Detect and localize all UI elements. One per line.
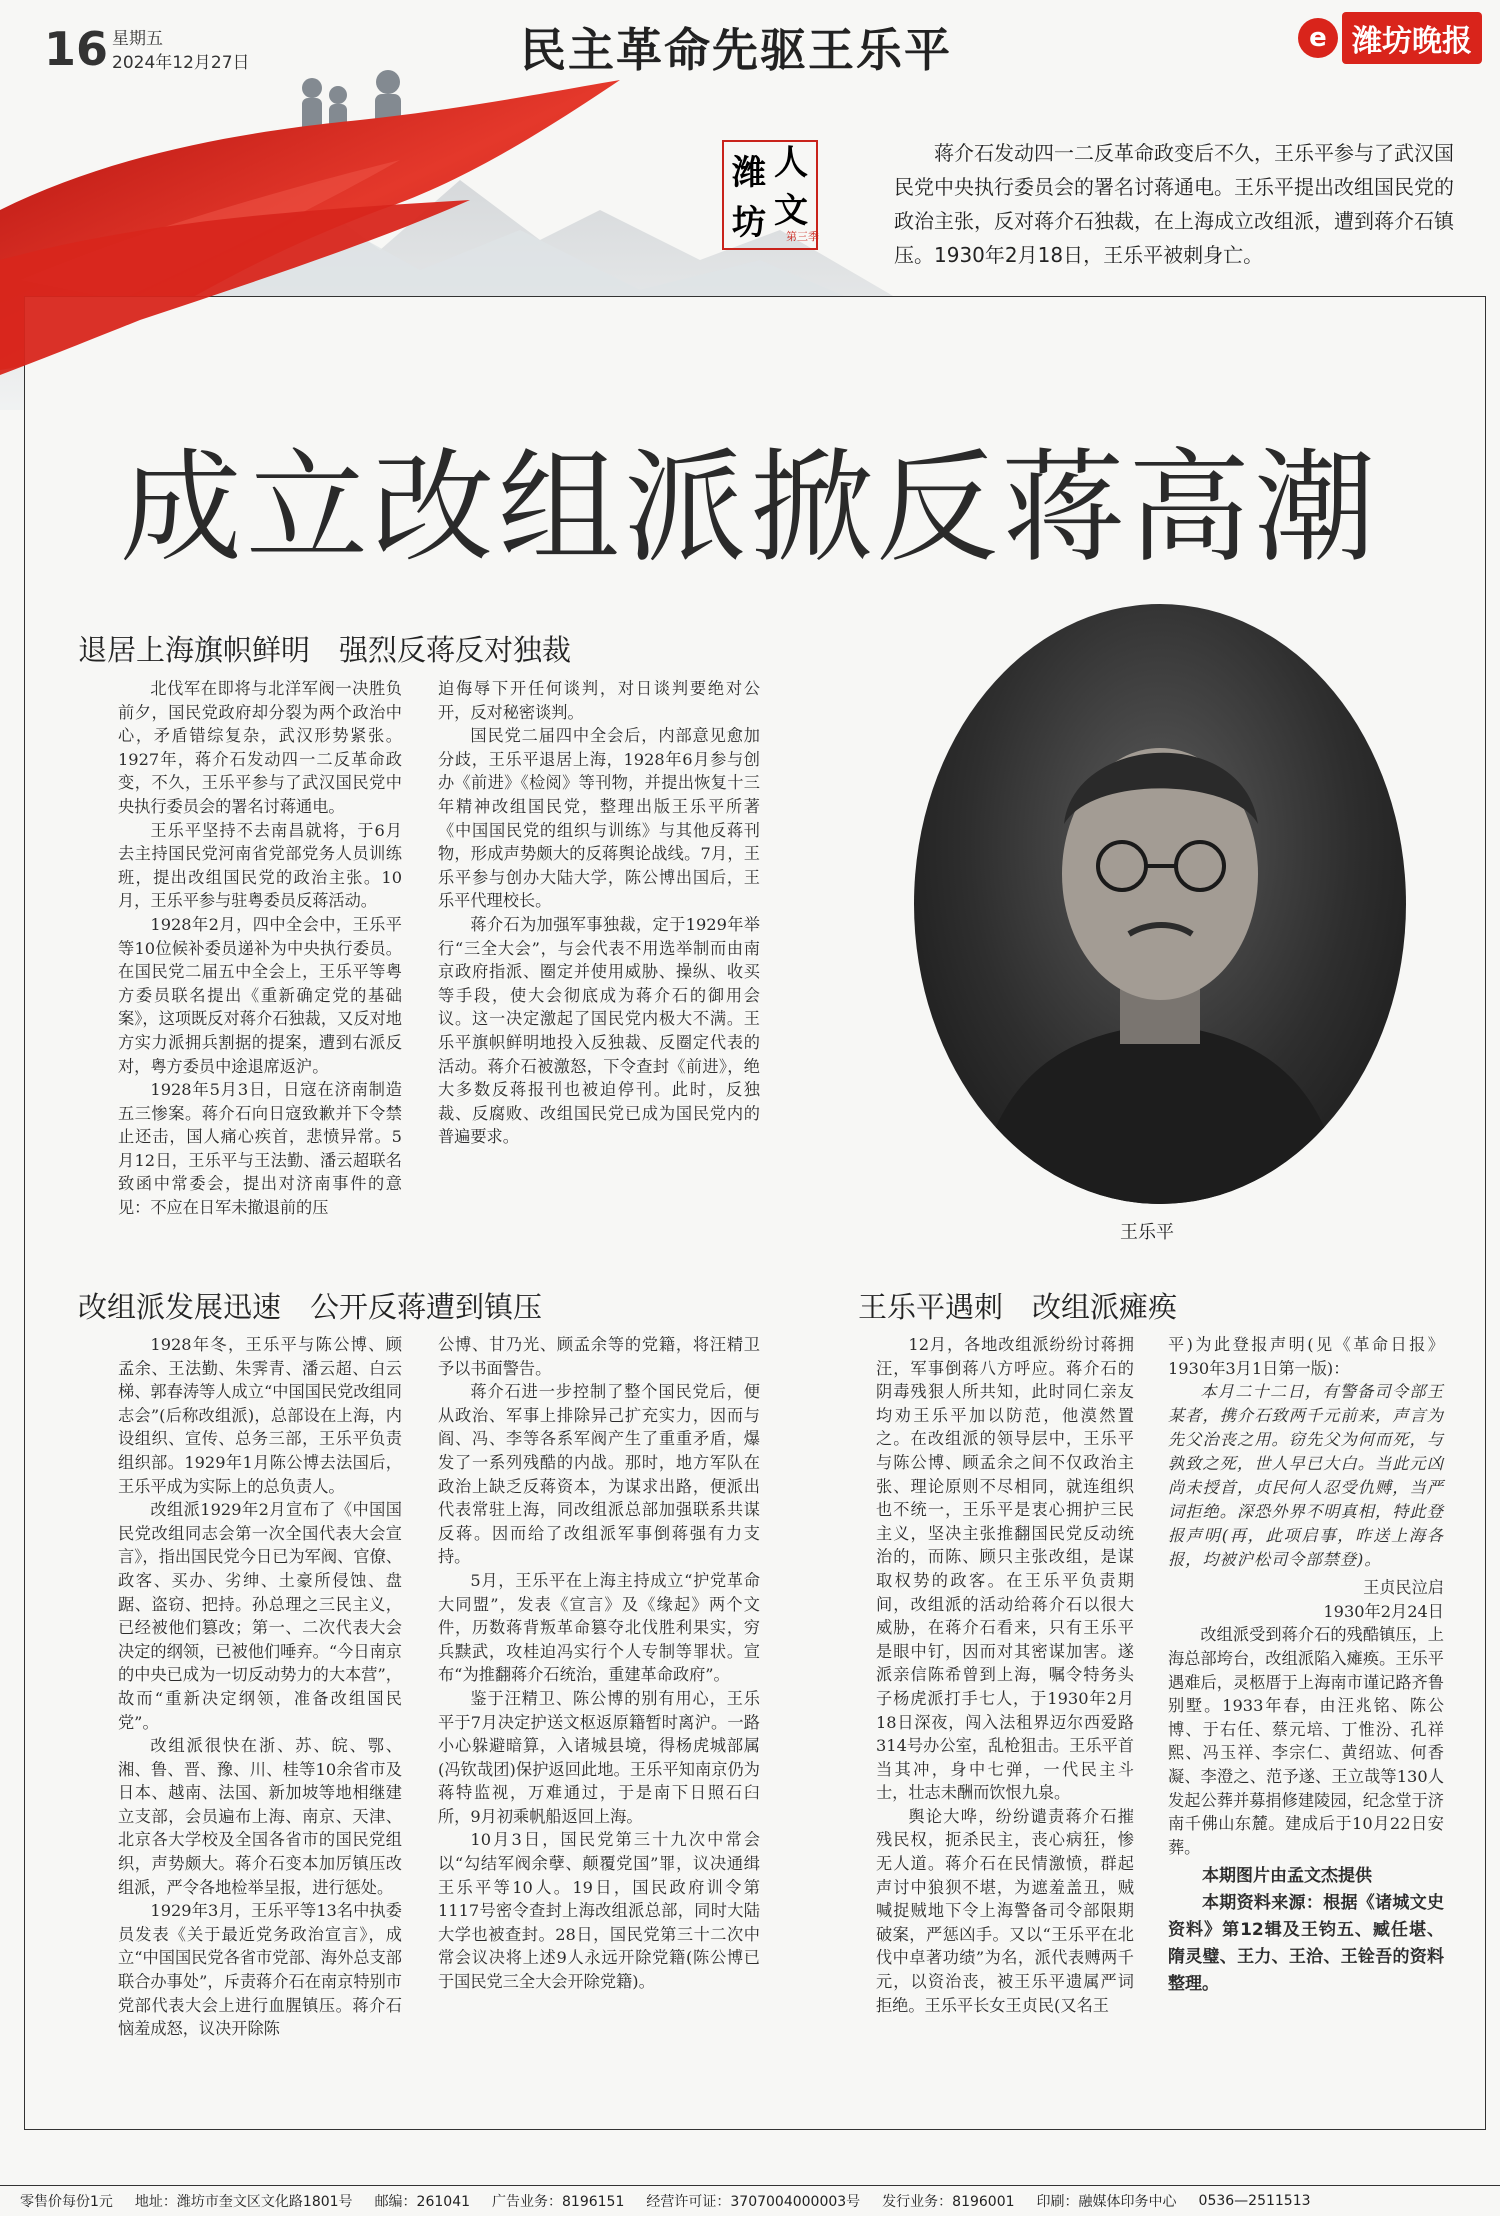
footer-address: 地址：潍坊市奎文区文化路1801号 bbox=[134, 2194, 353, 2210]
page-number: 16 bbox=[44, 22, 109, 76]
paragraph: 12月，各地改组派纷纷讨蒋拥汪，军事倒蒋八方呼应。蒋介石的阴毒残狠人所共知，此时同仁亲友均劝王乐平加以防范，他漠然置之。在改组派的领导层中，王乐平与陈公博、顾孟余之间不仅政治主张、理论原则不尽相同，就连组织也不统一，王乐平是衷心拥护三民主义，坚决主张推翻国民党反动统治的，而陈、顾只主张改组，是谋取权势的政客。在王乐平负责期间，改组派的活动给蒋介石以很大威胁，在蒋介石看来，只有王乐平是眼中钉，因而对其密谋加害。遂派亲信陈希曾到上海，嘱令特务头子杨虎派打手七人，于1930年2月18日深夜，闯入法租界迈尔西爱路314号办公室，乱枪狙击。王乐平首当其冲，身中七弹，一代民主斗士，壮志未酬而饮恨九泉。 bbox=[876, 1335, 1134, 1803]
footer-printer: 印刷：融媒体印务中心 bbox=[1036, 2194, 1177, 2210]
paragraph: 1928年2月，四中全会中，王乐平等10位候补委员递补为中央执行委员。在国民党二届五中全会上，王乐平等粤方委员联名提出《重新确定党的基础案》，这项既反对蒋介石独裁，又反对地方实力派拥兵割据的提案，遭到右派反对，粤方委员中途退席返沪。 bbox=[118, 914, 402, 1076]
paragraph: 改组派1929年2月宣布了《中国国民党改组同志会第一次全国代表大会宣言》，指出国民党今日已为军阀、官僚、政客、买办、劣绅、土豪所侵蚀、盘踞、盗窃、把持。孙总理之三民主义，已经被他们篡改；第一、二次代表大会决定的纲领，已被他们唾弃。“今日南京的中央已成为一切反动势力的大本营”，故而“重新决定纲领，准备改组国民党”。 bbox=[118, 1500, 402, 1732]
paragraph: 公博、甘乃光、顾孟余等的党籍，将汪精卫予以书面警告。 bbox=[438, 1335, 760, 1378]
footer-price: 零售价每份1元 bbox=[20, 2194, 113, 2210]
paragraph: 舆论大哗，纷纷谴责蒋介石摧残民权，扼杀民主，丧心病狂，惨无人道。蒋介石在民情激愤，群起声讨中狼狈不堪，为遮羞盖丑，贼喊捉贼地下令上海警备司令部限期破案，严惩凶手。又以“王乐平在北伐中卓著功绩”为名，派代表赙两千元，以资治丧，被王乐平遗属严词拒绝。王乐平长女王贞民(又名王 bbox=[876, 1806, 1134, 2015]
paragraph: 1929年3月，王乐平等13名中执委员发表《关于最近党务政治宣言》，成立“中国国民党各省市党部、海外总支部联合办事处”，斥责蒋介石在南京特别市党部代表大会上进行血腥镇压。蒋介石恼羞成怒，议决开除陈 bbox=[118, 1901, 402, 2039]
paragraph: 10月3日，国民党第三十九次中常会以“勾结军阀余孽、颠覆党国”罪，议决通缉王乐平等10人。19日，国民政府训令第1117号密令查封上海改组派总部，同时大陆大学也被查封。28日，国民党第三十二次中常会议决将上述9人永远开除党籍(陈公博已于国民党三全大会开除党籍)。 bbox=[438, 1830, 760, 1992]
seal-subtitle: 第三季 bbox=[786, 230, 819, 243]
newspaper-name: 潍坊晚报 bbox=[1342, 12, 1482, 64]
paragraph: 蒋介石进一步控制了整个国民党后，便从政治、军事上排除异己扩充实力，因而与阎、冯、李等各系军阀产生了重重矛盾，爆发了一系列残酷的内战。那时，地方军队在政治上缺乏反蒋资本，为谋求出路，便派出代表常驻上海，同改组派总部加强联系共谋反蒋。因而给了改组派军事倒蒋强有力支持。 bbox=[438, 1382, 760, 1567]
paragraph: 1928年冬，王乐平与陈公博、顾孟余、王法勤、朱霁青、潘云超、白云梯、郭春涛等人成立“中国国民党改组同志会”(后称改组派)，总部设在上海，内设组织、宣传、总务三部，王乐平负责组织部。1929年1月陈公博去法国后，王乐平成为实际上的总负责人。 bbox=[118, 1335, 402, 1496]
newspaper-logo bbox=[1298, 12, 1482, 64]
headline: 成立改组派掀反蒋高潮 bbox=[120, 437, 1380, 579]
section1-column-1 bbox=[118, 677, 402, 1220]
paragraph: 王乐平坚持不去南昌就将，于6月去主持国民党河南省党部党务人员训练班，提出改组国民党的政治主张。10月，王乐平参与驻粤委员反蒋活动。 bbox=[118, 820, 402, 911]
section1-title: 退居上海旗帜鲜明 强烈反蒋反对独裁 bbox=[78, 633, 572, 667]
footer bbox=[0, 2185, 1500, 2216]
paragraph: 5月，王乐平在上海主持成立“护党革命大同盟”，发表《宣言》及《缘起》两个文件，历数蒋背叛革命篡夺北伐胜利果实，穷兵黩武，攻桂迫冯实行个人专制等罪状。宣布“为推翻蒋介石统治，重建革命政府”。 bbox=[438, 1570, 760, 1685]
weekday: 星期五 bbox=[112, 29, 163, 49]
section-title: 民主革命先驱王乐平 bbox=[520, 23, 952, 77]
paragraph: 鉴于汪精卫、陈公博的别有用心，王乐平于7月决定护送文枢返原籍暂时离沪。一路小心躲避暗算，入诸城县境，得杨虎城部属(冯钦哉团)保护返回此地。王乐平知南京仍为蒋特监视，万难通过，于是南下日照石臼所，9月初乘帆船返回上海。 bbox=[438, 1688, 760, 1826]
footer-phone: 0536—2511513 bbox=[1198, 2193, 1311, 2209]
seal-char-2: 坊 bbox=[732, 203, 766, 243]
seal-char-3: 人 bbox=[774, 143, 808, 183]
paragraph: 平)为此登报声明(见《革命日报》1930年3月1日第一版)： bbox=[1168, 1335, 1444, 1378]
section1-column-2 bbox=[438, 677, 760, 1149]
notice-text: 本月二十二日，有警备司令部王某者，携介石致两千元前来，声言为先父治丧之用。窃先父为何而死，与孰致之死，世人早已大白。当此元凶尚未授首，贞民何人忍受仇赙，当严词拒绝。深恐外界不明真相，特此登报声明(再，此项启事，昨送上海各报，均被沪松司令部禁登)。 bbox=[1168, 1382, 1444, 1570]
section2-title: 改组派发展迅速 公开反蒋遭到镇压 bbox=[78, 1290, 543, 1324]
seal-char-1: 潍 bbox=[732, 153, 766, 193]
paragraph: 改组派很快在浙、苏、皖、鄂、湘、鲁、晋、豫、川、桂等10余省市及日本、越南、法国、新加坡等地相继建立支部，会员遍布上海、南京、天津、北京各大学校及全国各省市的国民党组织，声势颇大。蒋介石变本加厉镇压改组派，严令各地检举呈报，进行惩处。 bbox=[118, 1736, 402, 1897]
paragraph: 改组派受到蒋介石的残酷镇压，上海总部垮台，改组派陷入瘫痪。王乐平遇难后，灵柩厝于上海南市谨记路齐鲁别墅。1933年春，由汪兆铭、陈公博、于右任、蔡元培、丁惟汾、孔祥熙、冯玉祥、李宗仁、黄绍竑、何香凝、李澄之、范予遂、王立哉等130人发起公葬并募捐修建陵园，纪念堂于济南千佛山东麓。建成后于10月22日安葬。 bbox=[1168, 1625, 1444, 1857]
footer-ad: 广告业务：8196151 bbox=[492, 2194, 625, 2210]
section3-title: 王乐平遇刺 改组派瘫痪 bbox=[858, 1290, 1178, 1324]
signature-date: 1930年2月24日 bbox=[1323, 1601, 1444, 1621]
intro-summary: 蒋介石发动四一二反革命政变后不久，王乐平参与了武汉国民党中央执行委员会的署名讨蒋通电。王乐平提出改组国民党的政治主张，反对蒋介石独裁，在上海成立改组派，遭到蒋介石镇压。1930年2月18日，王乐平被刺身亡。 bbox=[894, 141, 1454, 267]
paragraph: 迫侮辱下开任何谈判，对日谈判要绝对公开，反对秘密谈判。 bbox=[438, 679, 760, 722]
paragraph: 1928年5月3日，日寇在济南制造五三惨案。蒋介石向日寇致歉并下令禁止还击，国人痛心疾首，悲愤异常。5月12日，王乐平与王法勤、潘云超联名致函中常委会，提出对济南事件的意见：不应在日军未撤退前的压 bbox=[118, 1080, 402, 1218]
ribbon-overlay bbox=[0, 200, 640, 380]
paragraph: 北伐军在即将与北洋军阀一决胜负前夕，国民党政府却分裂为两个政治中心，矛盾错综复杂，武汉形势紧张。1927年，蒋介石发动四一二反革命政变，不久，王乐平参与了武汉国民党中央执行委员会的署名讨蒋通电。 bbox=[118, 679, 402, 816]
photo-caption: 王乐平 bbox=[1120, 1222, 1174, 1243]
source-credit: 本期资料来源：根据《诸城文史资料》第12辑及王钧五、臧任堪、隋灵璧、王力、王洽、王铨吾的资料整理。 bbox=[1168, 1893, 1444, 1995]
issue-date: 2024年12月27日 bbox=[112, 53, 250, 73]
paragraph: 国民党二届四中全会后，内部意见愈加分歧，王乐平退居上海，1928年6月参与创办《前进》《检阅》等刊物，并提出恢复十三年精神改组国民党，整理出版王乐平所著《中国国民党的组织与训练》与其他反蒋刊物，形成声势颇大的反蒋舆论战线。7月，王乐平参与创办大陆大学，陈公博出国后，王乐平代理校长。 bbox=[438, 726, 760, 911]
logo-e-icon: e bbox=[1298, 18, 1338, 58]
portrait-photo bbox=[914, 604, 1406, 1204]
section3-column-2 bbox=[1168, 1333, 1444, 1998]
seal-char-4: 文 bbox=[774, 191, 808, 231]
section2-column-2 bbox=[438, 1333, 760, 1994]
signature: 王贞民泣启 bbox=[1363, 1578, 1444, 1598]
photo-credit: 本期图片由孟文杰提供 bbox=[1202, 1866, 1372, 1887]
footer-distribution: 发行业务：8196001 bbox=[882, 2194, 1015, 2210]
section2-column-1 bbox=[118, 1333, 402, 2041]
portrait-figure bbox=[914, 604, 1406, 1204]
footer-postcode: 邮编：261041 bbox=[374, 2194, 471, 2210]
section3-column-1 bbox=[876, 1333, 1134, 2017]
paragraph: 蒋介石为加强军事独裁，定于1929年举行“三全大会”，与会代表不用选举制而由南京政府指派、圈定并使用威胁、操纵、收买等手段，使大会彻底成为蒋介石的御用会议。这一决定激起了国民党内极大不满。王乐平旗帜鲜明地投入反独裁、反圈定代表的活动。蒋介石被激怒，下令查封《前进》，绝大多数反蒋报刊也被迫停刊。此时，反独裁、反腐败、改组国民党已成为国民党内的普遍要求。 bbox=[438, 914, 760, 1147]
footer-license: 经营许可证：3707004000003号 bbox=[646, 2194, 861, 2210]
